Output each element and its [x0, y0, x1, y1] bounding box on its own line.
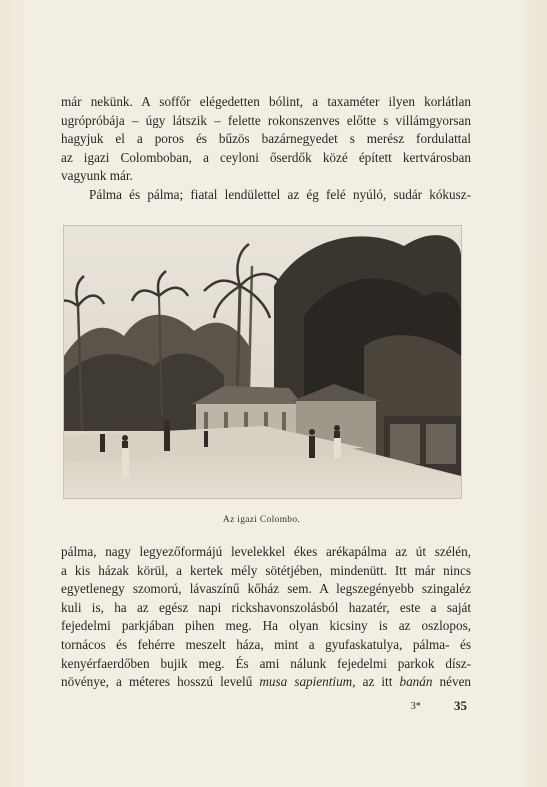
text-line: vagyunk már. — [61, 168, 133, 184]
figure-caption: Az igazi Colombo. — [222, 515, 301, 525]
text-line: ugrópróbája – úgy látszik – felette rokonszenves előtte s villámgyorsan — [61, 112, 471, 128]
text-line: tornácos és fehérre meszelt háza, mint a gyufaskatulya, pálma- és — [61, 636, 471, 652]
photo-street-scene — [63, 225, 462, 499]
text-line: már nekünk. A soffőr elégedetten bólint, a taxaméter ilyen korlátlan — [61, 94, 471, 109]
text-line: a kis házak körül, a kertek mély sötétjében, mindenütt. Itt már nincs — [61, 562, 471, 578]
paragraph-3 — [61, 543, 471, 692]
text-line: Pálma és pálma; fiatal lendülettel az ég felé nyúló, sudár kókusz- — [89, 187, 471, 202]
page-number: 35 — [454, 698, 467, 713]
text-line: kuli is, ha az egész napi rickshavonszolásból hazatér, este a saját — [61, 599, 471, 615]
text-line: az igazi Colomboban, a ceyloni őserdők közé épített kertvárosban — [61, 149, 471, 165]
text-line: hagyjuk el a poros és bűzös bazárnegyedet s merész fordulattal — [61, 131, 471, 147]
italic-term: banán — [399, 674, 433, 690]
signature-mark: 3* — [410, 701, 421, 712]
paragraph-1 — [61, 93, 471, 186]
text-run: növénye, a méteres hosszú levelű — [61, 674, 260, 690]
paragraph-2 — [61, 186, 471, 205]
text-line: egyetlenegy szomorú, lávaszínű kőház sem. A legszegényebb szingaléz — [61, 581, 471, 597]
text-line: kenyérfaerdőben bujik meg. És ami nálunk fejedelmi parkok dísz- — [61, 655, 471, 671]
text-line: fejedelmi parkjában pihen meg. Ha olyan kicsiny is az oszlopos, — [61, 618, 471, 634]
text-line — [61, 673, 471, 692]
italic-term: musa sapientium — [259, 674, 353, 690]
text-run: , az itt — [352, 674, 400, 690]
page-footer — [411, 698, 467, 714]
photo-image — [64, 226, 461, 498]
text-run: néven — [432, 674, 472, 690]
text-line: pálma, nagy legyezőformájú levelekkel ékes arékapálma az út szélén, — [61, 544, 471, 559]
